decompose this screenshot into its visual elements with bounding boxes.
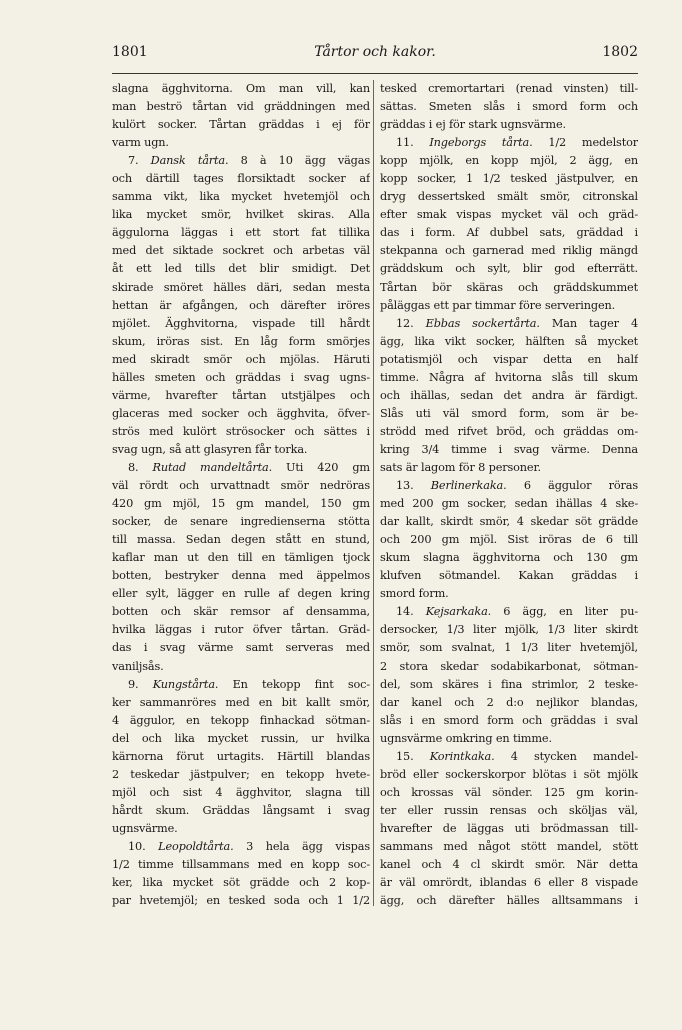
line-text: efter smak vispas mycket väl och gräd- [380, 208, 638, 222]
line-text: 420 gm mjöl, 15 gm mandel, 150 gm [112, 497, 370, 511]
text-line [112, 387, 370, 405]
recipe-title: Ebbas sockertårta. [425, 316, 540, 330]
line-text: skum, iröras sist. En låg form smörjes [112, 334, 370, 348]
line-text: 12. [396, 316, 426, 330]
line-text: med skiradt smör och mjölas. Häruti [112, 352, 370, 366]
recipe-title: Ingeborgs tårta. [429, 136, 533, 150]
line-text: samma vikt, lika mycket hvetemjöl och [112, 190, 370, 204]
text-line [380, 892, 638, 910]
text-line [380, 351, 638, 369]
text-line [380, 134, 638, 152]
text-line [112, 206, 370, 224]
text-line [112, 188, 370, 206]
text-line [112, 856, 370, 874]
text-line [380, 585, 638, 603]
line-text-rest: 1/2 medelstor [532, 136, 638, 150]
line-text: 9. [128, 677, 153, 691]
line-text: ker sammanröres med en bit kallt smör, [112, 695, 370, 709]
text-line [380, 188, 638, 206]
text-line [112, 369, 370, 387]
text-line [380, 80, 638, 98]
line-text: Slås uti väl smord form, som är be- [380, 406, 638, 420]
text-line [380, 874, 638, 892]
line-text: gräddas i ej för stark ugnsvärme. [380, 118, 566, 132]
line-text: vaniljsås. [112, 659, 164, 673]
line-text: hvarefter de läggas uti brödmassan till- [380, 821, 638, 835]
line-text: och 200 gm mjöl. Sist iröras de 6 till [380, 533, 638, 547]
text-line [380, 676, 638, 694]
text-line [112, 549, 370, 567]
line-text: bröd eller sockerskorpor blötas i söt mjölk [380, 767, 638, 781]
line-text: 13. [396, 479, 431, 493]
line-text: tesked cremortartari (renad vinsten) till- [380, 82, 638, 95]
text-line [380, 856, 638, 874]
line-text: das i svag värme samt serveras med [112, 641, 370, 655]
line-text: ägg, lika vikt socker, hälften så mycket [380, 334, 638, 348]
line-text: och ihällas, sedan det andra är färdigt. [380, 388, 638, 402]
line-text: kopp socker, 1 1/2 tesked jästpulver, en [380, 172, 638, 186]
line-text: kanel och 4 cl skirdt smör. När detta [380, 858, 638, 872]
line-text: påläggas ett par timmar före serveringen. [380, 298, 616, 312]
left-column [112, 80, 370, 910]
line-text: mjöl och sist 4 ägghvitor, slagna till [112, 785, 370, 799]
line-text: väl rördt och urvattnadt smör nedröras [112, 479, 370, 493]
text-line [112, 351, 370, 369]
text-line [380, 98, 638, 116]
line-text: Tårtan bör skäras och gräddskummet [380, 280, 638, 294]
page-number-left: 1801 [112, 44, 148, 60]
text-line [380, 730, 638, 748]
text-line [112, 802, 370, 820]
text-line [380, 477, 638, 495]
line-text: gräddskum och sylt, blir god efterrätt. [380, 262, 638, 276]
line-text: hvilka läggas i rutor öfver tårtan. Gräd- [112, 623, 370, 637]
line-text-rest: 3 hela ägg vispas [233, 839, 370, 853]
text-line [112, 694, 370, 712]
line-text: 4 äggulor, en tekopp finhackad sötman- [112, 713, 370, 727]
line-text: varm ugn. [112, 136, 169, 150]
line-text: kring 3/4 timme i svag värme. Denna [380, 442, 638, 456]
text-line [380, 170, 638, 188]
text-line [112, 712, 370, 730]
text-line [112, 658, 370, 676]
line-text-rest: 8 à 10 ägg vägas [228, 154, 370, 168]
line-text: med 200 gm socker, sedan ihällas 4 ske- [380, 497, 638, 511]
line-text: klufven sötmandel. Kakan gräddas i [380, 569, 638, 583]
text-line [380, 423, 638, 441]
line-text: ker, lika mycket söt grädde och 2 kop- [112, 876, 370, 890]
line-text: med det siktade sockret och arbetas väl [112, 244, 370, 258]
text-line [112, 152, 370, 170]
line-text: strödd med rifvet bröd, och gräddas om- [380, 424, 638, 438]
text-line [112, 730, 370, 748]
recipe-title: Kungstårta. [152, 677, 219, 691]
page-number-right: 1802 [602, 44, 638, 60]
line-text: 15. [396, 749, 430, 763]
line-text: strös med kulört strösocker och sättes i [112, 424, 370, 438]
line-text: 11. [396, 136, 430, 150]
line-text: sättas. Smeten slås i smord form och [380, 100, 638, 114]
text-line [380, 658, 638, 676]
line-text-rest: En tekopp fint soc- [218, 677, 370, 691]
text-line [380, 224, 638, 242]
text-line [380, 152, 638, 170]
page-header [112, 44, 638, 66]
text-line [380, 369, 638, 387]
line-text: dersocker, 1/3 liter mjölk, 1/3 liter skirdt [380, 623, 638, 637]
text-line [112, 477, 370, 495]
text-line [380, 603, 638, 621]
text-line [112, 116, 370, 134]
text-line [112, 784, 370, 802]
text-line [112, 170, 370, 188]
line-text: del, som skäres i fina strimlor, 2 teske- [380, 677, 638, 691]
text-line [112, 80, 370, 98]
text-line [380, 748, 638, 766]
line-text: hårdt skum. Gräddas långsamt i svag [112, 803, 370, 817]
line-text: 7. [128, 154, 151, 168]
recipe-title: Rutad mandeltårta. [152, 460, 273, 474]
text-line [112, 279, 370, 297]
text-line [112, 224, 370, 242]
running-title: Tårtor och kakor. [314, 44, 436, 60]
text-line [112, 585, 370, 603]
text-line [112, 820, 370, 838]
line-text: 14. [396, 605, 426, 619]
line-text: smord form. [380, 587, 449, 601]
line-text: dar kanel och 2 d:o nejlikor blandas, [380, 695, 638, 709]
text-line [112, 838, 370, 856]
line-text-rest: 6 ägg, en liter pu- [491, 605, 638, 619]
line-text: och krossas väl sönder. 125 gm korin- [380, 785, 638, 799]
text-line [112, 874, 370, 892]
text-line [112, 621, 370, 639]
line-text: smör, som svalnat, 1 1/3 liter hvetemjöl, [380, 641, 638, 655]
text-line [112, 603, 370, 621]
recipe-title: Berlinerkaka. [430, 479, 507, 493]
text-line [380, 441, 638, 459]
line-text: potatismjöl och vispar detta en half [380, 352, 638, 366]
line-text: är väl omrördt, iblandas 6 eller 8 vispade [380, 876, 638, 890]
text-line [380, 567, 638, 585]
line-text-rest: 4 stycken mandel- [494, 749, 638, 763]
text-line [112, 423, 370, 441]
text-line [112, 297, 370, 315]
line-text: mjölet. Ägghvitorna, vispade till hårdt [112, 316, 370, 330]
text-line [380, 531, 638, 549]
text-line [380, 784, 638, 802]
text-line [112, 748, 370, 766]
text-line [380, 315, 638, 333]
line-text: sats är lagom för 8 personer. [380, 460, 541, 474]
line-text: das i form. Af dubbel sats, gräddad i [380, 226, 638, 240]
line-text: värme, hvarefter tårtan utstjälpes och [112, 388, 370, 402]
text-line [380, 621, 638, 639]
line-text: ugnsvärme. [112, 821, 178, 835]
line-text: svag ugn, så att glasyren får torka. [112, 442, 308, 456]
line-text: dar kallt, skirdt smör, 4 skedar söt grädde [380, 515, 638, 529]
text-line [380, 333, 638, 351]
line-text: till massa. Sedan degen stått en stund, [112, 533, 370, 547]
line-text: timme. Några af hvitorna slås till skum [380, 370, 638, 384]
line-text: botten och skär remsor af densamma, [112, 605, 370, 619]
line-text-rest: Uti 420 gm [272, 460, 370, 474]
line-text: 2 teskedar jästpulver; en tekopp hvete- [112, 767, 370, 781]
line-text: skum slagna ägghvitorna och 130 gm [380, 551, 638, 565]
text-line [112, 260, 370, 278]
text-line [112, 513, 370, 531]
text-line [112, 459, 370, 477]
text-line [380, 242, 638, 260]
text-line [380, 694, 638, 712]
line-text: åt ett led tills det blir smidigt. Det [112, 262, 370, 276]
line-text: par hvetemjöl; en tesked soda och 1 1/2 [112, 894, 370, 908]
text-line [380, 820, 638, 838]
column-divider [373, 80, 374, 906]
line-text: socker, de senare ingredienserna stötta [112, 515, 370, 529]
text-line [112, 333, 370, 351]
line-text: kaflar man ut den till en tämligen tjock [112, 551, 370, 565]
text-line [112, 639, 370, 657]
line-text: hälles smeten och gräddas i svag ugns- [112, 370, 370, 384]
text-line [112, 495, 370, 513]
text-line [112, 567, 370, 585]
text-line [380, 405, 638, 423]
line-text-rest: Man tager 4 [539, 316, 638, 330]
recipe-title: Kejsarkaka. [425, 605, 492, 619]
line-text: äggulorna läggas i ett stort fat tillika [112, 226, 370, 240]
text-line [380, 802, 638, 820]
text-line [112, 531, 370, 549]
line-text: ägg, och därefter hälles alltsammans i [380, 894, 638, 908]
line-text: 2 stora skedar sodabikarbonat, sötman- [380, 659, 638, 673]
text-line [380, 639, 638, 657]
text-line [112, 766, 370, 784]
line-text: skirade smöret hälles däri, sedan mesta [112, 280, 370, 294]
line-text: ter eller russin rensas och sköljas väl, [380, 803, 638, 817]
text-line [112, 134, 370, 152]
line-text: 1/2 timme tillsammans med en kopp soc- [112, 858, 370, 872]
text-line [380, 459, 638, 477]
line-text: stekpanna och garnerad med riklig mängd [380, 244, 638, 258]
text-line [380, 206, 638, 224]
text-line [112, 315, 370, 333]
line-text: slås i en smord form och gräddas i sval [380, 713, 638, 727]
line-text: kärnorna förut urtagits. Härtill blandas [112, 749, 370, 763]
line-text-rest: 6 äggulor röras [506, 479, 638, 493]
text-line [380, 260, 638, 278]
text-line [380, 513, 638, 531]
right-column [380, 80, 638, 910]
line-text: kopp mjölk, en kopp mjöl, 2 ägg, en [380, 154, 638, 168]
text-line [380, 387, 638, 405]
text-line [380, 838, 638, 856]
line-text: ugnsvärme omkring en timme. [380, 731, 552, 745]
text-line [112, 892, 370, 910]
text-line [380, 549, 638, 567]
line-text: lika mycket smör, hvilket skiras. Alla [112, 208, 370, 222]
line-text: glaceras med socker och ägghvita, öfver- [112, 406, 370, 420]
line-text: kulört socker. Tårtan gräddas i ej för [112, 118, 370, 132]
text-line [380, 766, 638, 784]
text-line [380, 297, 638, 315]
line-text: man beströ tårtan vid gräddningen med [112, 100, 370, 114]
line-text: och därtill tages florsiktadt socker af [112, 172, 370, 186]
text-line [112, 441, 370, 459]
line-text: sammans med något stött mandel, stött [380, 839, 638, 853]
recipe-title: Dansk tårta. [150, 154, 229, 168]
line-text: dryg dessertsked smält smör, citronskal [380, 190, 638, 204]
line-text: slagna ägghvitorna. Om man vill, kan [112, 82, 370, 95]
line-text: 8. [128, 460, 153, 474]
recipe-title: Leopoldtårta. [158, 839, 234, 853]
text-line [380, 495, 638, 513]
line-text: 10. [128, 839, 159, 853]
text-line [380, 712, 638, 730]
text-line [112, 676, 370, 694]
header-rule [112, 73, 638, 74]
text-line [112, 242, 370, 260]
line-text: eller sylt, lägger en rulle af degen kring [112, 587, 370, 601]
recipe-title: Korintkaka. [429, 749, 495, 763]
line-text: del och lika mycket russin, ur hvilka [112, 731, 370, 745]
text-line [380, 279, 638, 297]
line-text: botten, bestryker denna med äppelmos [112, 569, 370, 583]
text-line [112, 98, 370, 116]
text-line [380, 116, 638, 134]
line-text: hettan är afgången, och därefter iröres [112, 298, 370, 312]
text-line [112, 405, 370, 423]
